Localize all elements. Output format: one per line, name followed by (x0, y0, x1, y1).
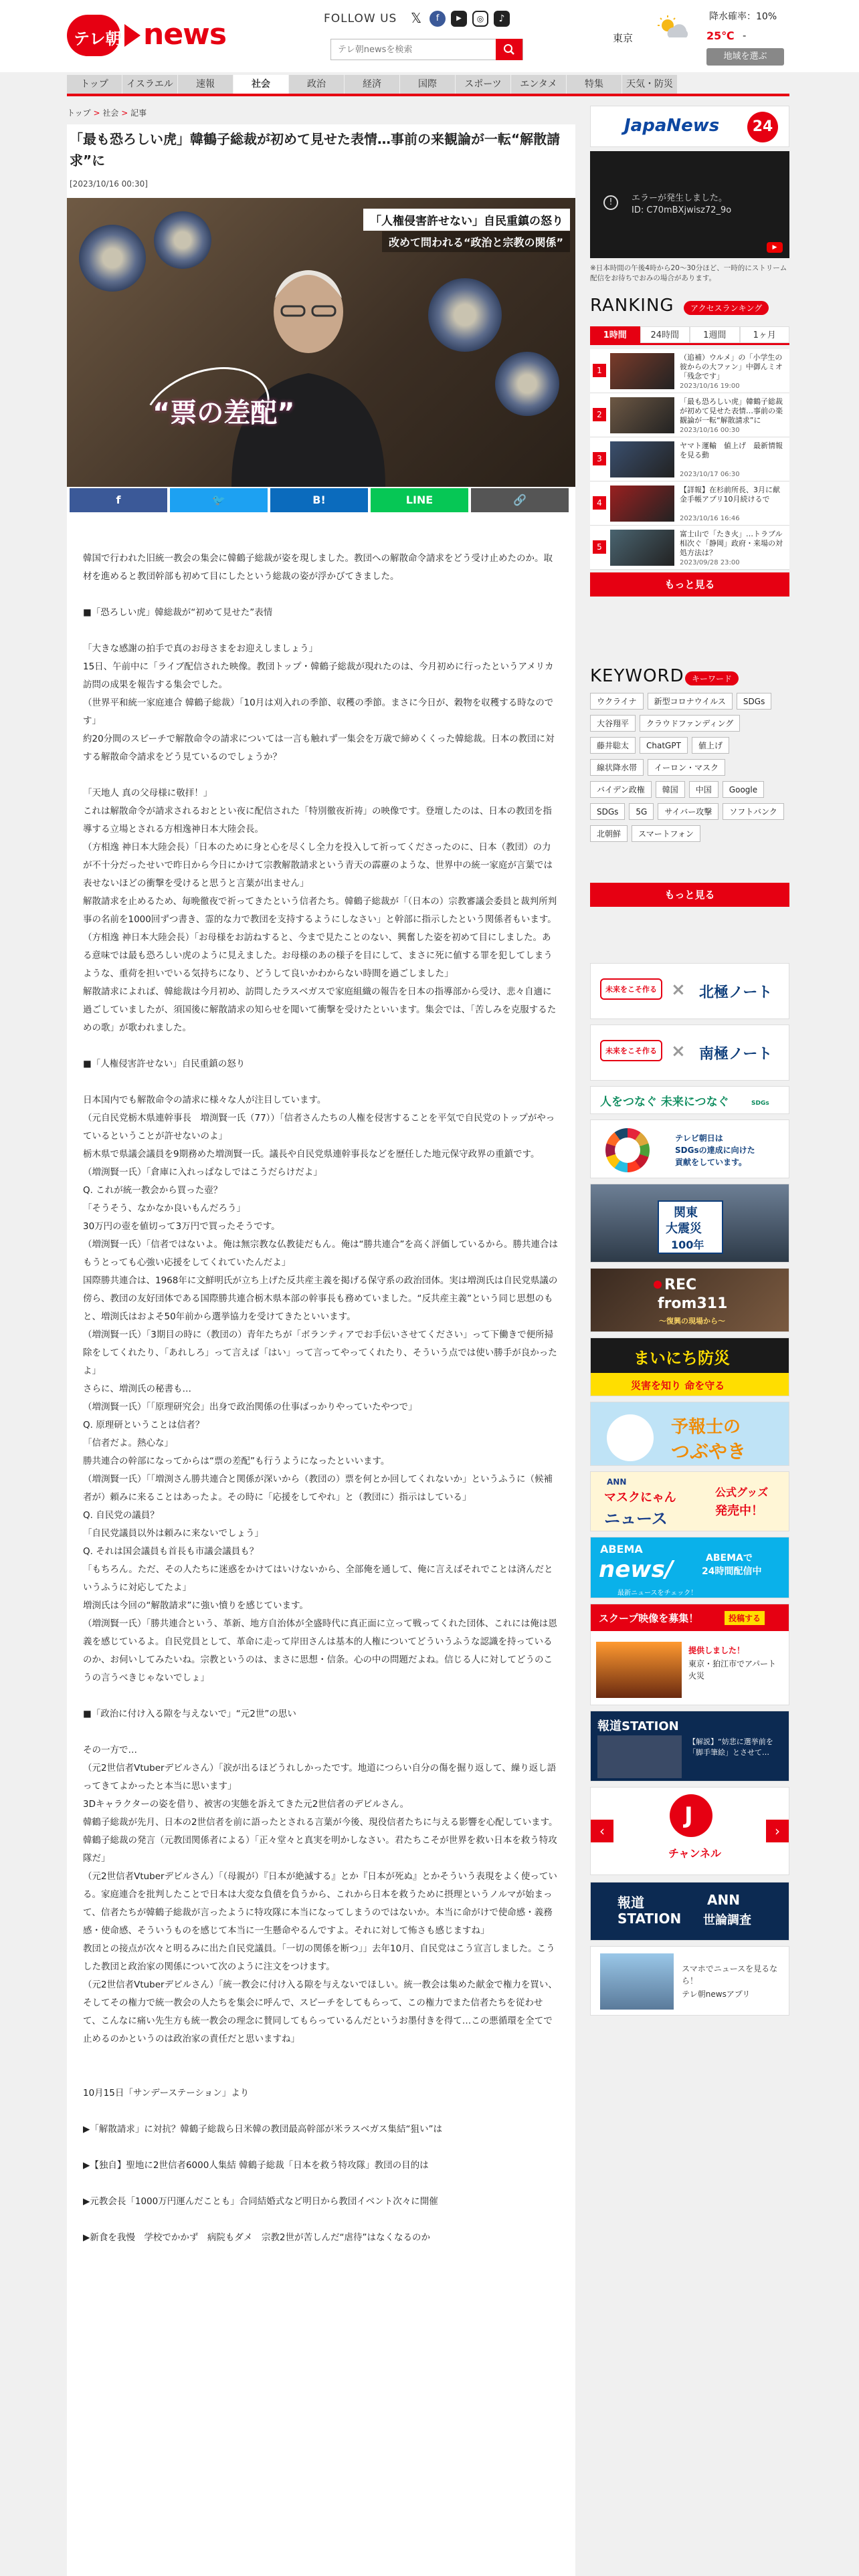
ranking-title: 富士山で「たき火」…トラブル相次ぐ「静岡」政府・来場の対処方法は？ (680, 530, 783, 557)
paragraph: （増渕賢一氏）「「原理研究会」出身で政治関係の仕事ばっかりやっていたやつで」 (83, 1402, 417, 1412)
paragraph: （増渕賢一氏）「倉庫に入れっぱなしではこうだらけだよ」 (83, 1167, 322, 1178)
article-date: [2023/10/16 00:30] (70, 179, 148, 189)
breadcrumb-category[interactable]: 社会 (102, 108, 119, 118)
paragraph: 増渕氏は今回の“解散請求”に強い憤りを感じています。 (83, 1600, 308, 1611)
ranking-number: 2 (593, 408, 606, 421)
keyword-tag[interactable]: 値上げ (692, 737, 729, 754)
app-promo-image (600, 1953, 674, 2010)
paragraph: 韓鶴子総裁の発言（元教団関係者による）「正々堂々と真実を明かしなさい。君たちこそが世界を救い日本を救う特攻隊だ」 (83, 1835, 557, 1864)
ranking-title: （追補）ウルメ」の「小学生の彼からの大ファン」中御んミオ「残念です」 (680, 353, 783, 381)
temperature-high: 25℃ (706, 29, 735, 42)
section-heading: ■「人権侵害許せない」自民重鎮の怒り (83, 1059, 246, 1069)
banner-text: REC (664, 1277, 697, 1293)
keyword-tag[interactable]: 5G (629, 803, 654, 820)
paragraph (83, 2048, 559, 2066)
paragraph: （元2世信者Vtuberデビルさん）「（母親が）『日本が絶滅する』とか『日本が死ぬ』とかそういう表現をよく使っている。家庭連合を批判したことで日本は大変な負債を負うから、これから日本を救うために摂理というノルマが始まって、信者たちが韓鶴子総裁が言ったように特攻隊に本当になってしまうのではないか。本当に命がけで使命感・義務感・使命感、そういうものを感じて本当に一生懸命やるんですよ。それに対して怖さも感じますね」 (83, 1871, 557, 1936)
paragraph: これは解散命令が請求されるおととい夜に配信された「特別徹夜祈祷」の映像です。登壇したのは、日本の教団を指導する立場とされる方相逸神日本大陸会長。 (83, 806, 552, 835)
ranking-date: 2023/10/16 16:46 (680, 515, 740, 522)
banner-text: SDGs (751, 1100, 769, 1107)
banner-text: 東京・狛江市でアパート火災 (688, 1659, 777, 1681)
ranking-thumbnail (610, 441, 674, 477)
search-box (330, 39, 523, 60)
record-dot-icon (654, 1281, 662, 1289)
twitter-share-button[interactable]: 🐦 (170, 488, 268, 512)
partly-cloudy-icon (656, 15, 692, 44)
decor-plate (79, 225, 146, 292)
facebook-icon[interactable]: f (430, 11, 446, 27)
paragraph: 栃木県で県議会議員を9期務めた増渕賢一氏。議長や自民党県連幹事長などを歴任した地元保守政界の重鎮です。 (83, 1149, 540, 1160)
carousel-prev-button[interactable]: ‹ (591, 1820, 613, 1842)
paragraph: Q. 原理研ということは信者？ (83, 1420, 205, 1430)
keyword-tag[interactable]: ウクライナ (590, 693, 644, 710)
nav-item[interactable]: エンタメ (511, 75, 566, 94)
ranking-date: 2023/10/16 00:30 (680, 427, 740, 434)
search-input[interactable] (331, 39, 492, 60)
ranking-tabs (590, 326, 789, 345)
section-heading: ■「恐ろしい虎」韓総裁が“初めて見せた”表情 (83, 607, 273, 618)
paragraph: （方相逸 神日本大陸会長）「日本のために身と心を尽くし全力を投入して祈ってくださったのに、日本（教団）の力が不十分だったせいで昨日から今日にかけて宗教解散請求という青天の霹靂のような、世界中の統一家庭が言葉では表せないほどの衝撃を受けると思うと言葉が出ません」 (83, 842, 553, 889)
kanto-earthquake-banner[interactable] (590, 1184, 789, 1263)
photo-quote: “票の差配” (153, 398, 295, 429)
tiktok-icon[interactable]: ♪ (494, 11, 510, 27)
ranking-number: 5 (593, 540, 606, 554)
paragraph: 「そうそう、なかなか良いもんだろう」 (83, 1203, 246, 1214)
nav-item[interactable]: 国際 (400, 75, 455, 94)
banner-text: ～復興の現場から～ (659, 1317, 725, 1325)
nav-item[interactable]: イスラエル (122, 75, 177, 94)
nav-item[interactable]: 政治 (289, 75, 344, 94)
banner-text: マスクにゃん (604, 1491, 676, 1505)
weather-widget (605, 5, 795, 67)
keyword-tag[interactable]: 大谷翔平 (590, 715, 636, 732)
keyword-tag[interactable]: SDGs (590, 803, 625, 820)
follow-us-label: FOLLOW US (324, 12, 397, 25)
article-title: 「最も恐ろしい虎」韓鶴子総裁が初めて見せた表情…事前の来観論が一転“解散請求”に (70, 131, 561, 169)
ranking-title: ヤマト運輸 値上げ 最新情報を見る動 (680, 441, 783, 459)
banner-text: 世論調査 (703, 1913, 751, 1927)
ranking-thumbnail (610, 530, 674, 566)
photo-caption-sub: 改めて問われる“政治と宗教の関係” (382, 231, 570, 252)
twitter-icon[interactable]: 𝕏 (410, 10, 422, 26)
ranking-title: 【詳報】在杉前所長、3月に献金手帳アプリ10月続けるで (680, 486, 780, 504)
chevron-right-icon: > (121, 108, 131, 118)
banner-text: 未来をこそ作る (600, 1040, 662, 1061)
sdgs-wheel-center (615, 1138, 640, 1163)
search-icon (503, 43, 515, 56)
banner-text: ABEMAで (706, 1553, 753, 1564)
keyword-tag[interactable]: 中国 (689, 781, 719, 798)
share-bar (70, 488, 573, 512)
paragraph: 解散請求によれば、韓総裁は今月初め、訪問したラスベガスで家庭組織の報告を日本の指導部から受け、悲々自適に過ごしていましたが、須国後に解散請求の知らせを聞いて衝撃を受けたといいます。集会では、「苦しみを克服するための歌」が歌われました。 (83, 986, 557, 1033)
ranking-thumbnail (610, 486, 674, 522)
article-body (83, 550, 559, 2247)
ranking-number: 1 (593, 364, 606, 377)
breadcrumb (67, 107, 147, 118)
paragraph: 解散請求を止めるため、毎晩徹夜で祈ってきたという信者たち。韓鶴子総裁が「（日本の）宗教審議会委員と裁判所判事の名前を1000回ずつ書き、霊的な力で教団を支持するようにしなさい」と幹部に指示したという関係者もいます。 (83, 896, 557, 925)
paragraph: 「信者だよ。熱心な」 (83, 1438, 173, 1448)
keyword-tag[interactable]: サイバー攻撃 (658, 803, 719, 820)
paragraph: Q. これが統一教会から買った壺？ (83, 1185, 223, 1196)
paragraph: （増渕賢一氏）「信者ではないよ。俺は無宗教な仏教徒だもん。俺は“勝共連合”を高く評価しているから。勝共連合はもうとっても心強い応援をしてくれていたんだよ」 (83, 1239, 559, 1268)
rain-probability: 降水確率：10% (709, 11, 777, 22)
banner-text: 提供しました！ (688, 1646, 745, 1655)
nav-item[interactable]: 経済 (345, 75, 399, 94)
keyword-tag[interactable]: ChatGPT (640, 737, 688, 754)
ranking-title: 「最も恐ろしい虎」韓鶴子総裁が初めて見せた表情…事前の楽観論が一転“解散請求”に (680, 397, 783, 425)
yohoshi-banner[interactable] (590, 1402, 789, 1466)
video-note: ※日本時間の午後4時から20～30分ほど、一時的にストリーム配信をお待ちでおみの場合があります。 (590, 264, 787, 282)
paragraph: Q. それは国会議員も首長も市議会議員も？ (83, 1546, 259, 1557)
logo-tv-text: テレ朝 (74, 29, 122, 48)
banner-text: ANN (607, 1477, 627, 1487)
related-link[interactable]: ▶「解散請求」に対抗？韓鶴子総裁ら日米韓の教団最高幹部が米ラスベガス集結“狙い”は (83, 2124, 442, 2135)
paragraph: 15日、午前中に「ライブ配信された映像。教団トップ・韓鶴子総裁が現れたのは、今月初めに行ったというアメリカ訪問の成果を報告する集会でした。 (83, 661, 554, 690)
banner-text: 100年 (671, 1239, 704, 1251)
logo-news-text: news (143, 17, 227, 51)
japanews24-banner[interactable] (590, 106, 789, 147)
facebook-share-button[interactable]: f (70, 488, 167, 512)
japanews24-badge: 24 (747, 112, 778, 142)
keyword-header (590, 665, 789, 687)
keyword-tag[interactable]: バイデン政権 (590, 781, 652, 798)
keyword-tag[interactable]: SDGs (737, 693, 771, 710)
banner-text: ANN (707, 1892, 740, 1908)
banner-text: 【解説】“妨悲に選挙前を「脚手筆絵」とさせて… (688, 1737, 773, 1757)
hodo-thumbnail (597, 1735, 682, 1778)
ranking-date: 2023/10/17 06:30 (680, 471, 740, 478)
banner-text: 災害を知り 命を守る (631, 1380, 725, 1392)
hodo-station-banner[interactable] (590, 1711, 789, 1782)
banner-text: STATION (617, 1911, 682, 1927)
nav-item[interactable]: 速報 (178, 75, 233, 94)
paragraph: 韓鶴子総裁が先月、日本の2世信者を前に語ったとされる言葉が今後、現役信者たちに与える影響を心配しています。 (83, 1817, 558, 1828)
sdgs-contribution-banner[interactable] (590, 1119, 789, 1178)
related-link[interactable]: ▶新食を我慢 学校でかかず 病院もダメ 宗教2世が苦しんだ“虐待”はなくなるのか (83, 2232, 430, 2243)
decor-plate (154, 211, 211, 269)
weather-city: 東京 (613, 32, 634, 44)
nav-item[interactable]: スポーツ (456, 75, 510, 94)
paragraph: Q. 自民党の議員？ (83, 1510, 159, 1521)
paragraph: （増渕賢一氏）「勝共連合という、革新、地方自治体が全盛時代に真正面に立って戦ってくれた団体、これには俺は恩義を感じているよ。自民党員として、革命に走って岸田さんは基本的人権についてどういうふうな認識を持っているのか、お伺いしてみたいね。宗教というのは、まさに思想・信条。心の中の問題だよね。信じる人に対してどうのこうの言うべきじゃないでしょ」 (83, 1618, 557, 1683)
banner-text: 公式グッズ (715, 1486, 769, 1499)
site-header (0, 0, 859, 72)
ranking-tab[interactable]: 1ヶ月 (740, 326, 790, 343)
article-photo (67, 198, 575, 487)
related-link[interactable]: ▶元教会長「1000万円運んだことも」合同結婚式など明日から教団イベント次々に開催 (83, 2196, 438, 2207)
sdgs-banner[interactable] (590, 1086, 789, 1114)
paragraph (83, 1073, 559, 1091)
paragraph (83, 586, 559, 604)
temperature-separator: - (743, 29, 747, 41)
ranking-tab[interactable]: 1週間 (690, 326, 740, 343)
banner-text: 北極ノート (699, 984, 773, 1001)
app-promo-banner[interactable] (590, 1946, 789, 2016)
article (67, 124, 575, 2576)
nav-item[interactable]: 天気・防災 (622, 75, 677, 94)
ranking-title: RANKING (590, 296, 674, 316)
banner-text: チャンネル (668, 1847, 722, 1860)
keyword-more-button[interactable]: もっと見る (590, 883, 789, 907)
ranking-item[interactable] (590, 349, 789, 393)
japanews24-brand: JapaNews (624, 116, 720, 136)
mainichi-bousai-banner[interactable] (590, 1337, 789, 1396)
nav-item[interactable]: 特集 (567, 75, 622, 94)
paragraph: （増渕賢一氏）「「増渕さん勝共連合と関係が深いから（教団の）票を何とか回してくれないか」というふうに（候補者が）頼みに来ることはあったよ。その時に「応援をしてやれ」と（教団に）指示はしている」 (83, 1474, 553, 1503)
paragraph: （元2世信者Vtuberデビルさん）「涙が出るほどうれしかったです。地道につらい自分の傷を掘り返して、繰り返し語ってきてよかったと本当に思います」 (83, 1763, 557, 1792)
region-select-button[interactable]: 地域を選ぶ (706, 48, 784, 66)
paragraph (83, 622, 559, 640)
paragraph (83, 2175, 559, 2193)
banner-text: テレビ朝日は (675, 1134, 723, 1143)
paragraph: 教団との接点が次々と明るみに出た自民党議員。「一切の関係を断つ」」去年10月、自民党はこう宣言しました。こうした教団と政治家の関係について次のように注文をつけます。 (83, 1943, 555, 1972)
line-share-button[interactable]: LINE (371, 488, 468, 512)
keyword-tag[interactable]: 新型コロナウイルス (648, 693, 733, 710)
banner-text: 最新ニュースをチェック！ (617, 1590, 698, 1597)
keyword-pill: キーワード (685, 671, 739, 685)
nav-item[interactable]: 社会 (233, 75, 288, 94)
site-logo[interactable] (67, 15, 227, 56)
ranking-tab[interactable]: 1時間 (590, 326, 640, 343)
related-link[interactable]: ▶【独自】聖地に2世信者6000人集結 韓鶴子総裁「日本を救う特攻隊」教団の目的は (83, 2160, 429, 2171)
breadcrumb-top[interactable]: トップ (67, 108, 91, 118)
paragraph (83, 1037, 559, 1055)
banner-text: 南極ノート (699, 1046, 773, 1063)
keyword-title: KEYWORD (590, 666, 684, 686)
paragraph: 3Dキャラクターの姿を借り、被害の実態を訴えてきた元2世信者のデビルさん。 (83, 1799, 409, 1810)
paragraph: 韓国で行われた旧統一教会の集会に韓鶴子総裁が姿を現しました。教団への解散命令請求をどう受け止めたのか。取材を進めると教団幹部も初めて目にしたという総裁の姿が浮かびてきました。 (83, 553, 553, 582)
ranking-item[interactable] (590, 481, 789, 526)
banner-text: 予報士の (671, 1417, 741, 1437)
paragraph (83, 2211, 559, 2229)
paragraph: 「もちろん。ただ、その人たちに迷惑をかけてはいけないから、全部俺を通して、俺に言えばそれでことは済んだというふうに対応してたよ」 (83, 1564, 553, 1593)
error-icon: ! (603, 195, 618, 210)
breadcrumb-current: 記事 (130, 108, 147, 118)
decor-plate (495, 352, 559, 416)
paragraph: 勝共連合の幹部になってからは“票の差配”も行うようになったといいます。 (83, 1456, 390, 1467)
decor-plate (428, 278, 502, 352)
ranking-item[interactable] (590, 526, 789, 570)
paragraph (83, 766, 559, 784)
ranking-item[interactable] (590, 437, 789, 481)
instagram-icon[interactable]: ◎ (472, 11, 488, 27)
keyword-tag[interactable]: 線状降水帯 (590, 759, 644, 776)
paragraph: 約20分間のスピーチで解散命令の請求については一言も触れず一集会を万歳で締めくくった韓総裁。日本の教団に対する解散命令請求をどう見ているのでしょうか？ (83, 734, 555, 762)
paragraph (83, 2066, 559, 2084)
nankyoku-note-banner[interactable] (590, 1025, 789, 1081)
paragraph (83, 1687, 559, 1705)
scoop-submit-button[interactable]: 投稿する (725, 1611, 765, 1625)
keyword-tag[interactable]: クラウドファンディング (640, 715, 740, 732)
banner-text: 貢献をしています。 (675, 1158, 747, 1167)
banner-text: ABEMA (600, 1543, 643, 1555)
youtube-icon[interactable]: ▶ (767, 242, 783, 253)
keyword-tag[interactable]: 藤井聡太 (590, 737, 636, 754)
j-channel-banner[interactable] (590, 1787, 789, 1875)
paragraph (83, 2103, 559, 2121)
rec-311-banner[interactable] (590, 1268, 789, 1332)
banner-text: SDGsの達成に向けた (675, 1146, 755, 1155)
cross-icon: × (671, 1041, 686, 1061)
logo-arrow-icon (124, 24, 140, 47)
banner-text: つぶやき (671, 1440, 747, 1463)
person-figure (225, 251, 392, 487)
paragraph: 「大きな感謝の拍手で真のお母さまをお迎えしましょう」 (83, 643, 318, 654)
video-error-message (632, 193, 731, 217)
paragraph (83, 2139, 559, 2157)
global-nav (67, 75, 789, 96)
banner-text: 人をつなぐ 未来につなぐ (600, 1095, 729, 1109)
banner-text: J (684, 1802, 693, 1829)
cross-icon: × (671, 980, 686, 1000)
section-heading: ■「政治に付け入る隙を与えないで」“元2世”の思い (83, 1709, 296, 1719)
banner-text: スマホでニュースを見るなら！ (682, 1964, 778, 1985)
banner-text: まいにち防災 (634, 1349, 730, 1368)
paragraph: さらに、増渕氏の秘書も… (83, 1384, 191, 1394)
ranking-number: 3 (593, 452, 606, 465)
hatena-share-button[interactable]: B! (270, 488, 368, 512)
ranking-more-button[interactable]: もっと見る (590, 572, 789, 597)
paragraph: 「自民党議員以外は頼みに来ないでしょう」 (83, 1528, 264, 1539)
abema-news-banner[interactable] (590, 1537, 789, 1598)
keyword-cloud (590, 693, 789, 847)
paragraph: （世界平和統一家庭連合 韓鶴子総裁）「10月は刈入れの季節、収穫の季節。まさに今日が、穀物を収穫する時なのです」 (83, 697, 554, 726)
paragraph: その一方で… (83, 1745, 137, 1755)
hokuto-note-banner[interactable] (590, 963, 789, 1019)
ann-poll-banner[interactable] (590, 1882, 789, 1941)
video-error-line: エラーが発生しました。 (632, 193, 728, 203)
banner-text: 発売中！ (715, 1504, 763, 1518)
paragraph: 「天地人 真の父母様に敬拝！」 (83, 788, 213, 798)
live-video-player[interactable] (590, 151, 789, 258)
paragraph: （元2世信者Vtuberデビルさん）「統一教会に付け入る隙を与えないでほしい。統一教会は集めた献金で権力を買い、そしてその権力で統一教会の人たちを集会に呼んで、スピーチをしてもらって、この権力でまた信者たちを従わせて、こんなに痛い先生方も統一教会の理念に賛同してもらっているんだというお墨付きを得て…この悪循環を全てで止めるのかというのは政治家の責任だと思いますね」 (83, 1979, 557, 2044)
nav-item[interactable]: トップ (67, 75, 122, 94)
paragraph: 国際勝共連合は、1968年に文鮮明氏が立ち上げた反共産主義を掲げる保守系の政治団体。実は増渕氏は自民党県議の傍ら、教団の友好団体である国際勝共連合栃木県本部の幹事長も務めていました。“反共産主義”という同じ思想のもと、増渕氏はおよそ50年前から選挙協力を受けてきたといいます。 (83, 1275, 558, 1322)
keyword-tag[interactable]: ソフトバンク (723, 803, 784, 820)
character-icon (607, 1414, 654, 1461)
banner-text: 関東 (674, 1206, 698, 1220)
keyword-tag[interactable]: スマートフォン (632, 825, 700, 842)
video-error-id: ID: C70mBXjwisz72_9o (632, 205, 732, 215)
paragraph: （元自民党栃木県連幹事長 増渕賢一氏（77））「信者さんたちの人権を侵害することを平気で自民党のトップがやっているということが許せないのよ」 (83, 1113, 555, 1142)
banner-text: ニュース (604, 1509, 668, 1528)
chevron-right-icon: > (93, 108, 103, 118)
banner-text: 報道 (617, 1895, 644, 1911)
paragraph: （増渕賢一氏）「3期目の時に（教団の）青年たちが「ボランティアでお手伝いさせてください」って下働きで便所掃除をしてくれたり、「あれしろ」って言えば「はい」って言ってやってくれたり、そういう点では使い勝手が良かったよ」 (83, 1329, 557, 1376)
keyword-tag[interactable]: Google (723, 781, 764, 798)
ranking-header (590, 294, 789, 317)
search-button[interactable] (496, 39, 522, 60)
scoop-banner[interactable] (590, 1604, 789, 1705)
banner-text: news/ (599, 1556, 674, 1583)
banner-text: 24時間配信中 (702, 1566, 762, 1577)
carousel-next-button[interactable]: › (766, 1820, 789, 1842)
banner-text: 報道STATION (597, 1719, 679, 1733)
ranking-thumbnail (610, 353, 674, 389)
banner-text: テレ朝newsアプリ (682, 1990, 751, 1999)
paragraph: 10月15日「サンデーステーション」より (83, 2088, 250, 2099)
keyword-tag[interactable]: 北朝鮮 (590, 825, 628, 842)
ranking-thumbnail (610, 397, 674, 433)
youtube-icon[interactable]: ▶ (451, 11, 467, 27)
ranking-pill: アクセスランキング (684, 301, 769, 315)
photo-caption-headline: 「人権侵害許せない」自民重鎮の怒り (363, 209, 570, 231)
paragraph (83, 1723, 559, 1741)
ranking-date: 2023/10/16 19:00 (680, 383, 740, 390)
keyword-tag[interactable]: イーロン・マスク (648, 759, 725, 776)
ranking-list (590, 349, 789, 570)
banner-text: from311 (658, 1295, 728, 1312)
ranking-number: 4 (593, 496, 606, 510)
paragraph: 30万円の壺を値切って3万円で買ったそうです。 (83, 1221, 280, 1232)
ranking-item[interactable] (590, 393, 789, 437)
banner-text: スクープ映像を募集！ (599, 1612, 699, 1624)
paragraph: 日本国内でも解散命令の請求に様々な人が注目しています。 (83, 1095, 326, 1105)
ranking-date: 2023/09/28 23:00 (680, 559, 740, 566)
ranking-tab[interactable]: 24時間 (640, 326, 690, 343)
scoop-thumbnail (596, 1642, 682, 1698)
banner-text: 大震災 (666, 1222, 702, 1236)
masuku-nyan-banner[interactable] (590, 1471, 789, 1531)
keyword-tag[interactable]: 韓国 (656, 781, 685, 798)
banner-text: 未来をこそ作る (600, 978, 662, 1000)
link-share-button[interactable]: 🔗 (471, 488, 569, 512)
paragraph: （方相逸 神日本大陸会長）「お母様をお訪ねすると、今まで見たことのない、興奮した姿を初めて目にしました。ある意味では最も恐ろしい虎のように見えました。お母様のあの様子を目にして、まさに死に値する罪を犯してしまうような、重荷を担いでいる気持ちになり、どうして良いかわからない時間を過ごしました」 (83, 932, 553, 979)
